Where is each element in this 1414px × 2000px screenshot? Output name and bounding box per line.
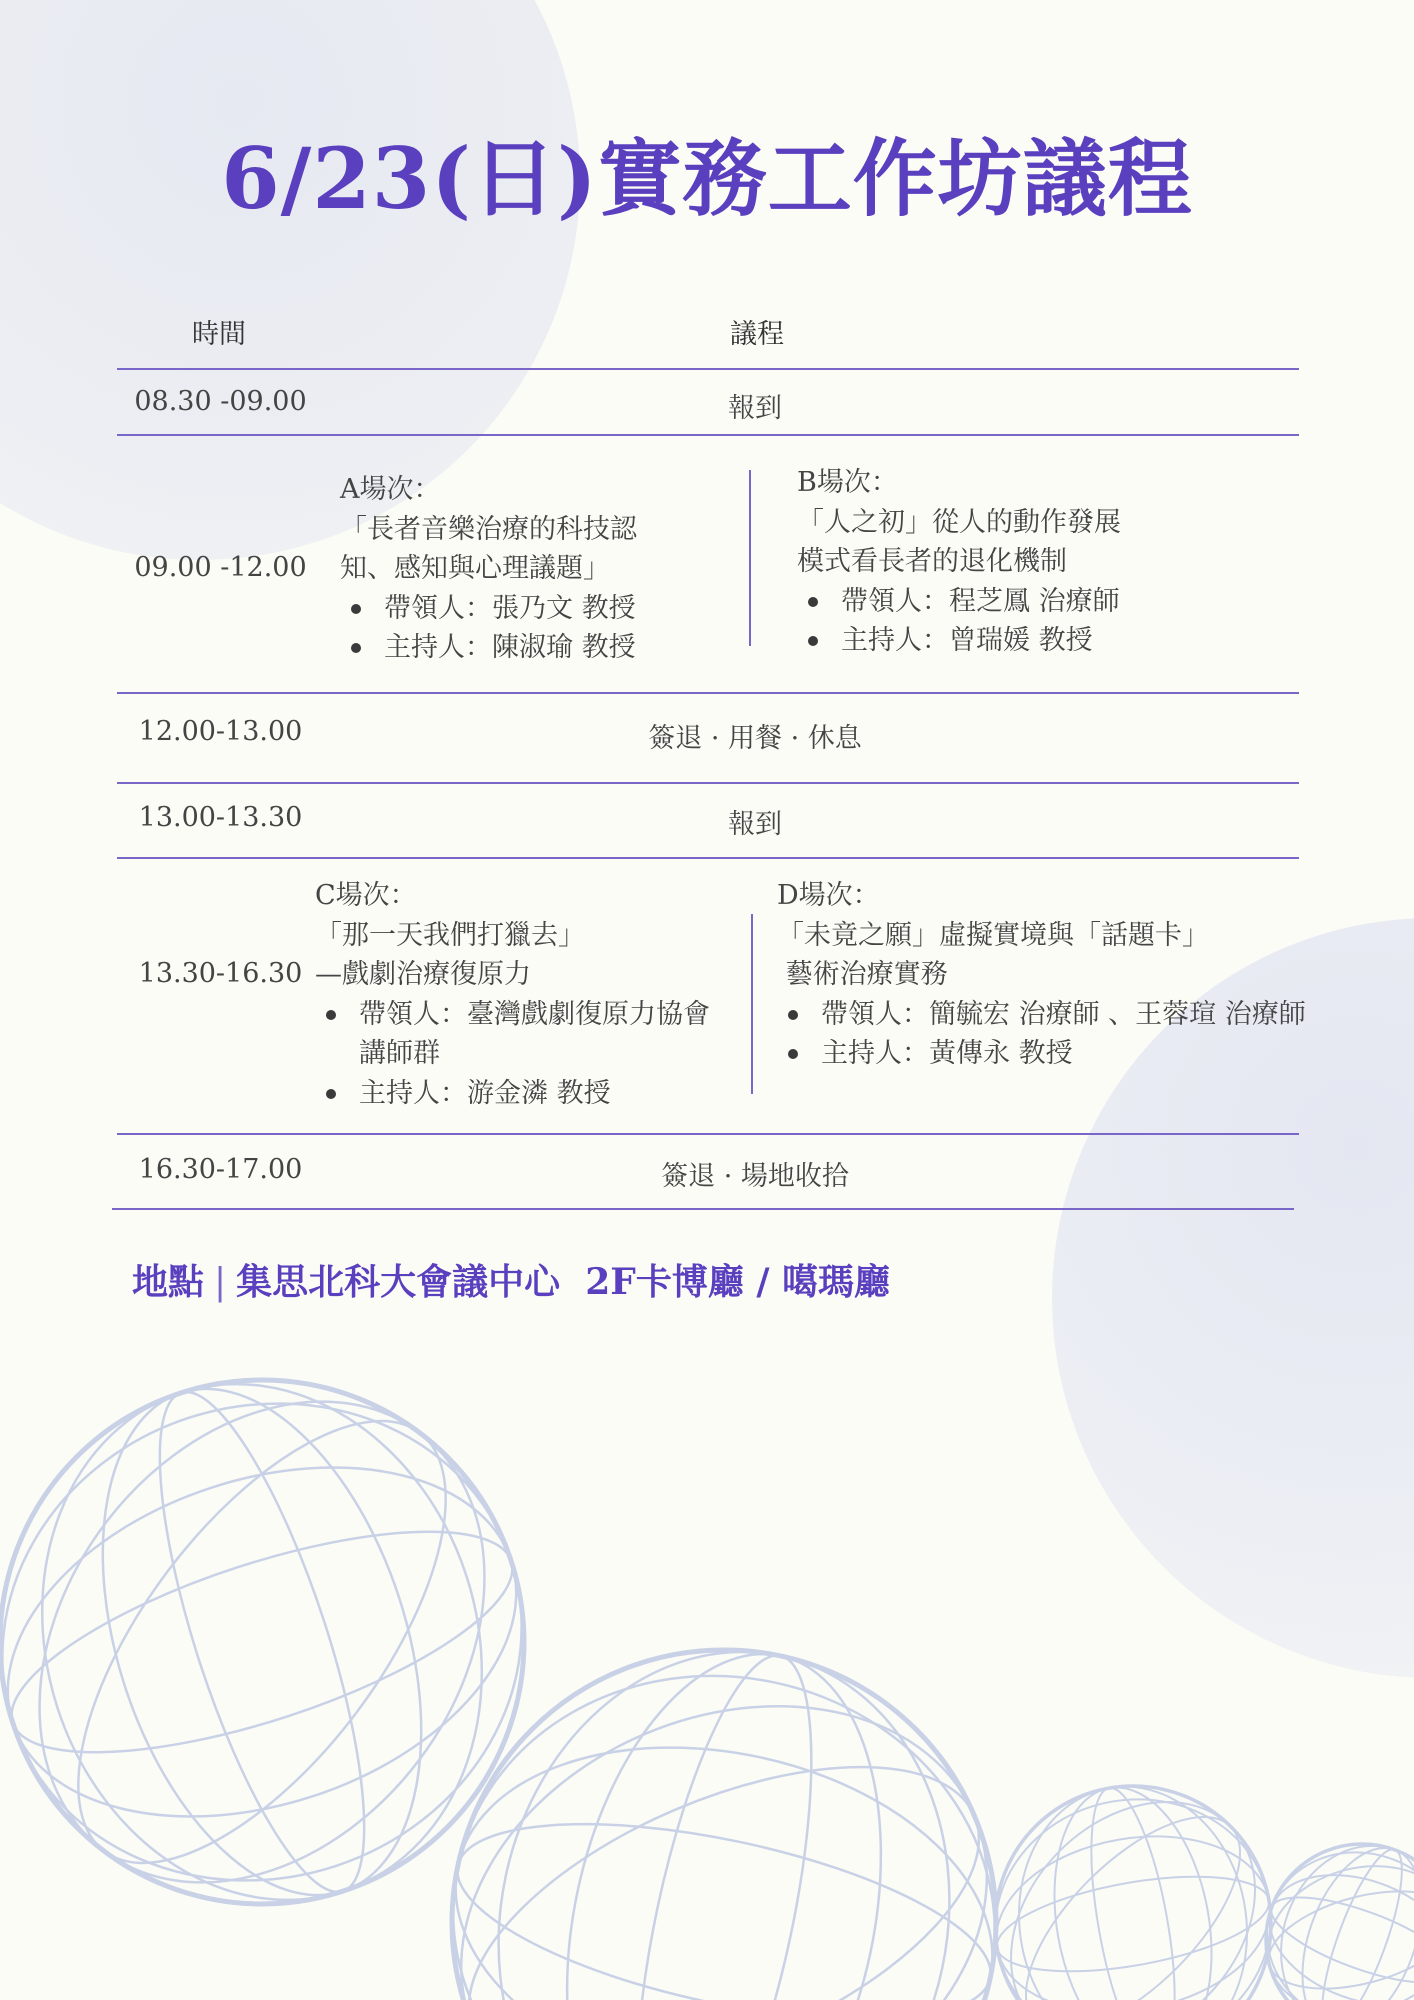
row-time: 09.00 -12.00 — [134, 552, 307, 583]
row-time: 13.00-13.30 — [138, 802, 303, 833]
session-leader: 帶領人：張乃文 教授 — [340, 589, 637, 629]
wireframe-sphere — [0, 1340, 592, 1972]
session-host: 主持人：游金潾 教授 — [315, 1074, 710, 1114]
session-title-line: 模式看長者的退化機制 — [797, 546, 1067, 577]
session-host: 主持人：黃傳永 教授 — [777, 1034, 1306, 1074]
session-title-line: 知、感知與心理議題」 — [340, 553, 610, 584]
session-title-line: 「那一天我們打獵去」 — [315, 919, 585, 951]
header-agenda: 議程 — [730, 319, 784, 350]
column-divider — [751, 914, 753, 1094]
session-leader-continued: 講師群 — [359, 1038, 440, 1069]
session-leader: 帶領人：臺灣戲劇復原力協會 — [315, 995, 710, 1035]
session-d — [777, 876, 1306, 1074]
session-host: 主持人：陳淑瑜 教授 — [340, 628, 637, 668]
wireframe-sphere — [394, 1599, 1054, 2000]
location-separator: | — [214, 1262, 227, 1303]
session-leader: 帶領人：程芝鳳 治療師 — [797, 582, 1121, 622]
row-text: 報到 — [728, 809, 782, 840]
table-rule — [117, 368, 1299, 370]
session-title-line: 藝術治療實務 — [777, 959, 948, 990]
location-label: 地點 — [132, 1261, 205, 1303]
row-text: 簽退 · 用餐 · 休息 — [648, 723, 862, 754]
session-label: A場次： — [340, 474, 441, 505]
wireframe-spheres-decoration — [0, 1340, 1414, 2000]
session-b — [797, 463, 1121, 661]
location-value: 集思北科大會議中心 2F卡博廳 / 噶瑪廳 — [236, 1261, 891, 1303]
table-rule — [117, 857, 1299, 859]
session-label: C場次： — [315, 880, 417, 911]
row-time: 16.30-17.00 — [138, 1154, 303, 1185]
table-rule — [112, 1208, 1294, 1210]
row-time: 12.00-13.00 — [138, 716, 303, 747]
header-time: 時間 — [192, 319, 246, 350]
session-title-line: —戲劇治療復原力 — [315, 959, 531, 990]
session-title-line: 「長者音樂治療的科技認 — [340, 513, 637, 545]
table-rule — [117, 692, 1299, 694]
table-rule — [117, 782, 1299, 784]
location-line — [132, 1254, 890, 1305]
row-text: 簽退 · 場地收拾 — [661, 1161, 849, 1192]
row-text: 報到 — [728, 393, 782, 424]
table-rule — [117, 434, 1299, 436]
session-label: B場次： — [797, 467, 898, 498]
session-host: 主持人：曾瑞媛 教授 — [797, 621, 1121, 661]
table-rule — [117, 1133, 1299, 1135]
page-title: 6/23(日)實務工作坊議程 — [221, 129, 1193, 228]
session-title-line: 「未竟之願」虛擬實境與「話題卡」 — [777, 919, 1209, 951]
session-leader: 帶領人：簡毓宏 治療師 、王蓉瑄 治療師 — [777, 995, 1306, 1035]
row-time: 13.30-16.30 — [138, 958, 303, 989]
column-divider — [749, 470, 751, 646]
session-a — [340, 470, 637, 668]
wireframe-sphere — [1239, 1817, 1414, 2000]
session-label: D場次： — [777, 880, 880, 911]
session-title-line: 「人之初」從人的動作發展 — [797, 506, 1121, 538]
row-time: 08.30 -09.00 — [134, 386, 307, 417]
session-c — [315, 876, 710, 1113]
wireframe-sphere — [962, 1753, 1304, 2000]
